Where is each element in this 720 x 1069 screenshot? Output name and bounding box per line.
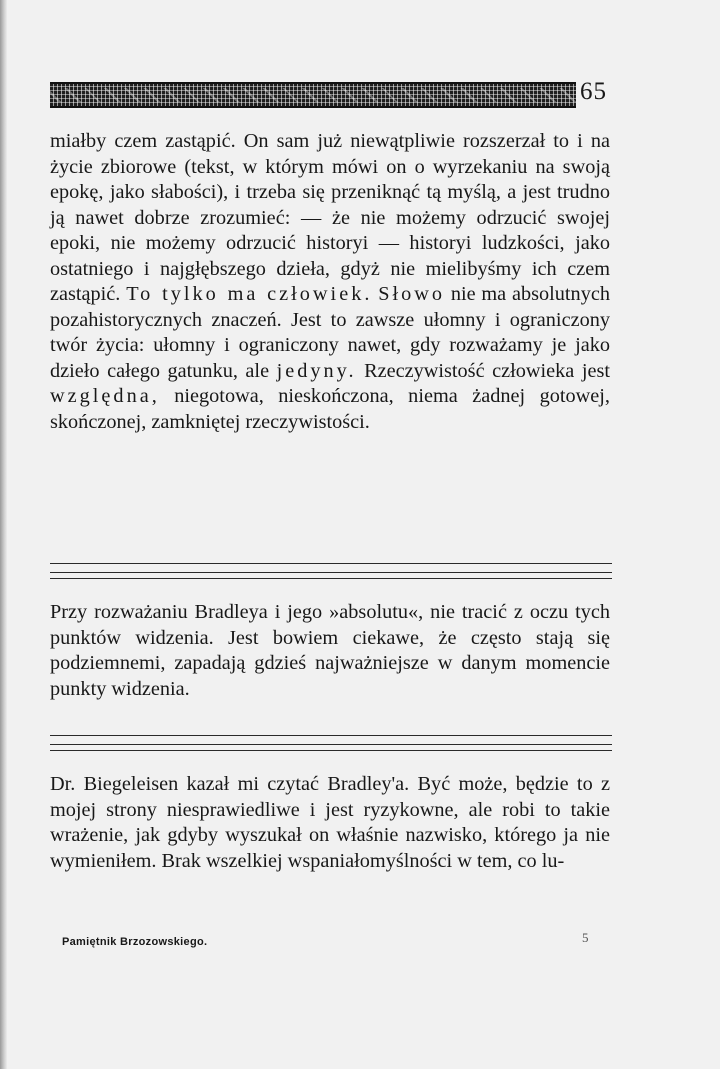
section-divider-line — [50, 750, 612, 751]
paragraph-2: Przy rozważaniu Bradleya i jego »absolutu«, nie tracić z oczu tych punktów widzenia. Jest bowiem ciekawe, że często stają się podziemnemi, zapadają gdzieś najważniejsze w danym momencie punkty widzenia. — [50, 601, 610, 700]
running-footer-title: Pamiętnik Brzozowskiego. — [62, 936, 208, 948]
paragraph-3: Dr. Biegeleisen kazał mi czytać Bradley'a. Być może, będzie to z mojej strony niesprawiedliwe i jest ryzykowne, ale robi to takie wrażenie, jak gdyby wyszukał on właśnie nazwisko, którego ja nie wymieniłem. Brak wszelkiej wspaniałomyślności w tem, co lu- — [50, 773, 610, 872]
page-number: 65 — [580, 78, 607, 105]
paragraph-1-text-c: Rzeczywistość człowieka jest — [364, 359, 610, 382]
section-divider-line — [50, 578, 612, 579]
paragraph-1-text-b: nie ma absolutnych pozahistorycznych znaczeń. Jest to zawsze ułomny i ograniczony twór życia: ułomny i ograniczony nawet, gdy rozważamy je jako dzieło całego gatunku, ale — [50, 283, 610, 382]
paragraph-1-text-d: niegotowa, nieskończona, niema żadnej gotowej, skończonej, zamkniętej rzeczywistości. — [50, 385, 610, 433]
section-divider-line — [50, 744, 612, 745]
page-edge-shadow — [0, 0, 7, 1069]
section-divider-line — [50, 572, 612, 573]
paragraph-1-spaced-a: To tylko ma człowiek. — [126, 283, 373, 305]
paragraph-1-spaced-b: Słowo — [378, 283, 446, 305]
section-divider-line — [50, 563, 612, 564]
printer-signature-mark: 5 — [582, 930, 589, 945]
paragraph-1-spaced-c: jedyny. — [276, 359, 357, 382]
section-divider-line — [50, 735, 612, 736]
ornamental-header-band — [50, 82, 576, 108]
paragraph-1-spaced-d: względna, — [50, 385, 160, 407]
paragraph-1-text-a: miałby czem zastąpić. On sam już niewątpliwie rozszerzał to i na życie zbiorowe (tekst, w którym mówi on o wyrzekaniu na swoją epokę, jako słabości), i trzeba się przeniknąć tą myślą, a jest trudno ją nawet dobrze zrozumieć: — że nie możemy odrzucić swojej epoki, nie możemy odrzucić historyi — historyi ludzkości, jako ostatniego i najgłębszego dzieła, gdyż nie mielibyśmy ich czem zastąpić. — [50, 130, 610, 305]
paragraph-1 — [50, 129, 610, 435]
